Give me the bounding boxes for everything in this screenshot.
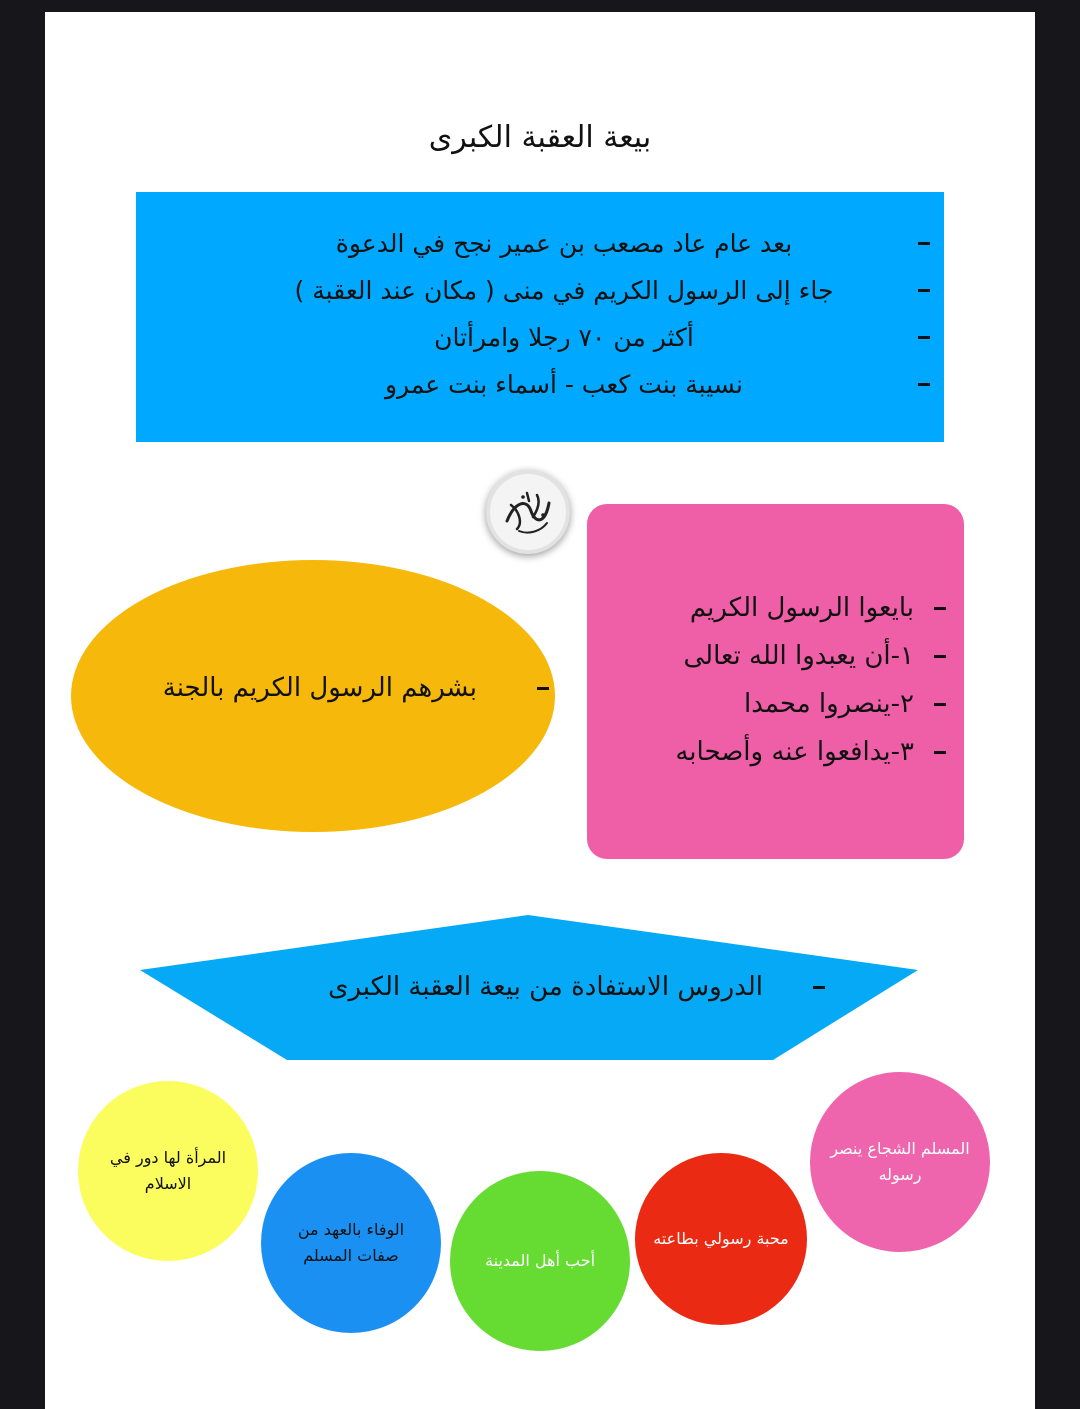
list-item: ٣-يدافعوا عنه وأصحابه: [606, 728, 946, 776]
list-item: أكثر من ٧٠ رجلا وامرأتان: [150, 314, 930, 361]
list-item: بايعوا الرسول الكريم: [606, 584, 946, 632]
list-item: بعد عام عاد مصعب بن عمير نجح في الدعوة: [150, 220, 930, 267]
list-item: ٢-ينصروا محمدا: [606, 680, 946, 728]
dash-bullet-icon: [918, 289, 930, 292]
lesson-circle-love-prophet: محبة رسولي بطاعته: [635, 1153, 807, 1325]
dash-bullet-icon: [918, 242, 930, 245]
page-title: بيعة العقبة الكبرى: [428, 120, 652, 155]
dash-bullet-icon: [934, 703, 946, 706]
paradise-ellipse: [71, 560, 555, 832]
lesson-circle-loyalty: الوفاء بالعهد من صفات المسلم: [261, 1153, 441, 1333]
lesson-circle-madinah: أحب أهل المدينة: [450, 1171, 630, 1351]
list-item: جاء إلى الرسول الكريم في منى ( مكان عند العقبة ): [150, 267, 930, 314]
list-item: ١-أن يعبدوا الله تعالى: [606, 632, 946, 680]
intro-list: [150, 220, 930, 408]
intro-box: [136, 192, 944, 442]
dash-bullet-icon: [934, 655, 946, 658]
document-page: [45, 12, 1035, 1409]
dash-bullet-icon: [537, 687, 549, 690]
dash-bullet-icon: [934, 607, 946, 610]
pledge-list: [606, 584, 946, 776]
ellipse-text-row: بشرهم الرسول الكريم بالجنة: [129, 673, 549, 703]
dash-bullet-icon: [813, 986, 825, 989]
dash-bullet-icon: [918, 383, 930, 386]
list-item: نسيبة بنت كعب - أسماء بنت عمرو: [150, 361, 930, 408]
lesson-circle-woman-role: المرأة لها دور في الاسلام: [78, 1081, 258, 1261]
pledge-box: [587, 504, 964, 859]
lessons-heading: الدروس الاستفادة من بيعة العقبة الكبرى: [285, 972, 825, 1002]
dash-bullet-icon: [934, 751, 946, 754]
calligraphy-logo-icon: [486, 470, 570, 554]
lesson-circle-brave-muslim: المسلم الشجاع ينصر رسوله: [810, 1072, 990, 1252]
dash-bullet-icon: [918, 336, 930, 339]
